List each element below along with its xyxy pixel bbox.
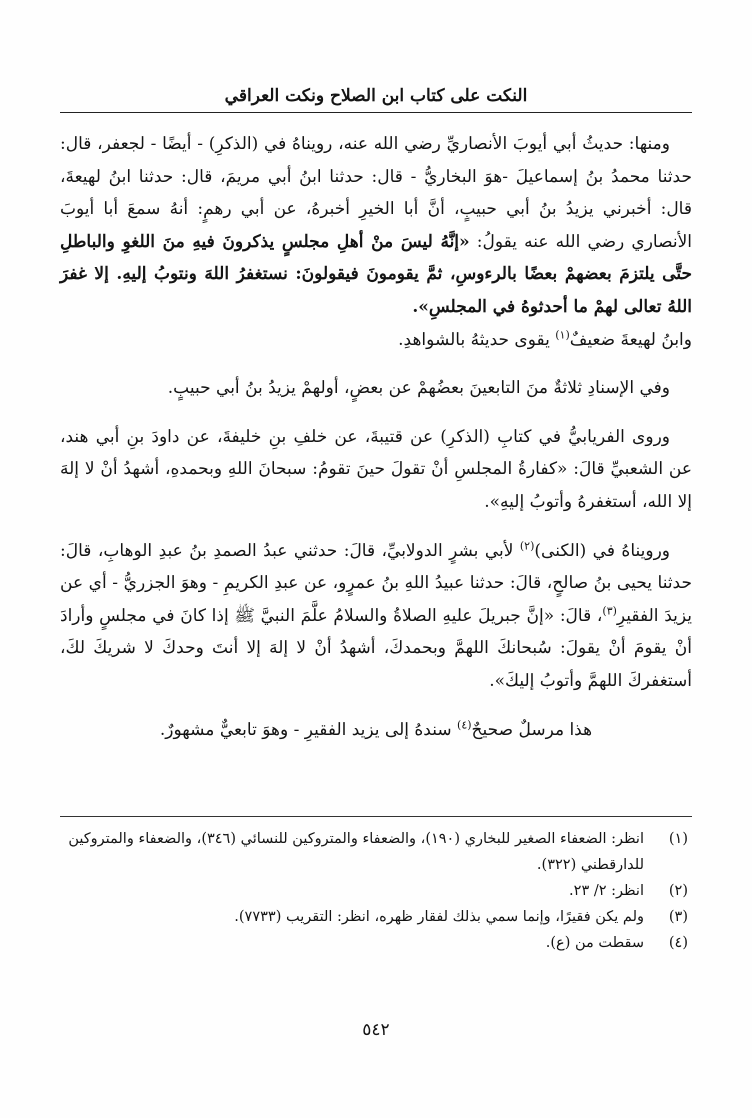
paragraph-firyabi	[60, 421, 692, 519]
footnote-text: انظر: ٢/ ٢٣.	[569, 883, 644, 899]
p4-a: ورويناهُ في (الكنى)	[534, 540, 670, 561]
footnote-ref-1[interactable]: (١)	[555, 327, 570, 341]
p4-b: لأبي بشرٍ الدولابيِّ، قالَ: حدثني عبدُ الصمدِ بنُ عبدِ الوهابِ، قالَ: حدثنا يحيى بنُ صالحٍ، قالَ: حدثنا عبيدُ اللهِ بنُ عمرٍو، عن عبدِ الكريمِ - وهوَ الجزريُّ - أي عن يزيدَ الفقيرِ	[60, 540, 692, 626]
paragraph-mursal-note	[60, 714, 692, 747]
footnote-number: (٤)	[668, 935, 688, 951]
paragraph-abu-ayyub-hadith	[60, 128, 692, 356]
footnote-item	[60, 930, 692, 956]
footnote-ref-2[interactable]: (٢)	[519, 538, 535, 552]
footnote-text: ولم يكن فقيرًا، وإنما سمي بذلك لفقار ظهره، انظر: التقريب (٧٧٣٣).	[234, 909, 644, 925]
running-header: النكت على كتاب ابن الصلاح ونكت العراقي	[224, 86, 528, 106]
footnote-number: (١)	[668, 831, 688, 847]
footnotes	[60, 826, 692, 956]
header-rule	[60, 112, 692, 113]
p4-quote: «إنَّ جبريلَ عليهِ الصلاةُ والسلامُ علَّمَ النبيَّ ﷺ إذا كانَ في مجلسٍ وأرادَ أنْ يقومَ أنْ يقولَ: سُبحانكَ اللهمَّ وبحمدكَ، أشهدُ أنْ لا إلهَ إلا أنتَ وحدكَ لا شريكَ لكَ، أستغفركَ اللهمَّ وأتوبُ إليكَ».	[60, 605, 692, 691]
p3-quote: «كفارةُ المجلسِ أنْ تقولَ حينَ تقومُ: سبحانَ اللهِ وبحمدهِ، أشهدُ أنْ لا إلهَ إلا الله، أستغفرهُ وأتوبُ إليهِ».	[60, 459, 692, 512]
footnote-text: سقطت من (ع).	[545, 935, 644, 951]
footnote-number: (٣)	[668, 909, 688, 925]
p1-hadith-quote: «إنَّهُ ليسَ منْ أهلِ مجلسٍ يذكرونَ فيهِ منَ اللغوِ والباطلِ حتَّى يلتزمَ بعضهمْ بعضًا بالرءوسِ، ثمَّ يقومونَ فيقولونَ: نستغفرُ اللهَ ونتوبُ إليهِ. إلا غفرَ اللهُ تعالى لهمْ ما أحدثوهُ في المجلسِ».	[60, 231, 692, 317]
footnote-ref-3[interactable]: (٣)	[602, 604, 617, 618]
p4-c: ، قالَ:	[554, 605, 603, 626]
footnote-item	[60, 826, 692, 878]
footnote-ref-4[interactable]: (٤)	[457, 717, 472, 731]
p1-tail-2: يقوى حديثهُ بالشواهدِ.	[398, 329, 556, 350]
footnote-item	[60, 878, 692, 904]
p1-tail: وابنُ لهيعةَ ضعيفٌ	[569, 329, 692, 350]
paragraph-kuna	[60, 535, 692, 698]
p1-intro: ومنها: حديثُ أبي أيوبَ الأنصاريِّ رضي الله عنه، رويناهُ في (الذكرِ) - أيضًا - لجعفر، قال: حدثنا محمدُ بنُ إسماعيلَ -هوَ البخاريُّ - قال: حدثنا ابنُ أبي مريمَ، قال: حدثنا ابنُ لهيعةَ، قال: أخبرني يزيدُ بنُ أبي حبيبٍ، أنَّ أبا الخيرِ أخبرهُ، عن أبي رهمٍ: أنهُ سمعَ أبا أيوبَ الأنصاري رضي الله عنه يقولُ:	[60, 134, 692, 252]
p3-intro: وروى الفريابيُّ في كتابِ (الذكرِ) عن قتيبةَ، عن خلفِ بنِ خليفةَ، عن داودَ بنِ أبي هند، عن الشعبيِّ قالَ:	[60, 426, 692, 480]
page-number: ٥٤٢	[362, 1020, 390, 1040]
footnote-item	[60, 904, 692, 930]
paragraph-isnad-note: وفي الإسنادِ ثلاثةٌ منَ التابعينَ بعضُهمْ عن بعضٍ، أولهمْ يزيدُ بنُ أبي حبيبٍ.	[167, 378, 670, 399]
footnote-text: انظر: الضعفاء الصغير للبخاري (١٩٠)، والضعفاء والمتروكين للنسائي (٣٤٦)، والضعفاء والمتروكين للدارقطني (٣٢٢).	[68, 831, 644, 873]
p5-a: هذا مرسلٌ صحيحٌ	[471, 719, 593, 740]
main-text	[60, 128, 692, 762]
footnote-number: (٢)	[668, 883, 688, 899]
p5-b: سندهُ إلى يزيد الفقيرِ - وهوَ تابعيٌّ مشهورٌ.	[159, 719, 458, 740]
footnote-rule	[60, 816, 692, 817]
